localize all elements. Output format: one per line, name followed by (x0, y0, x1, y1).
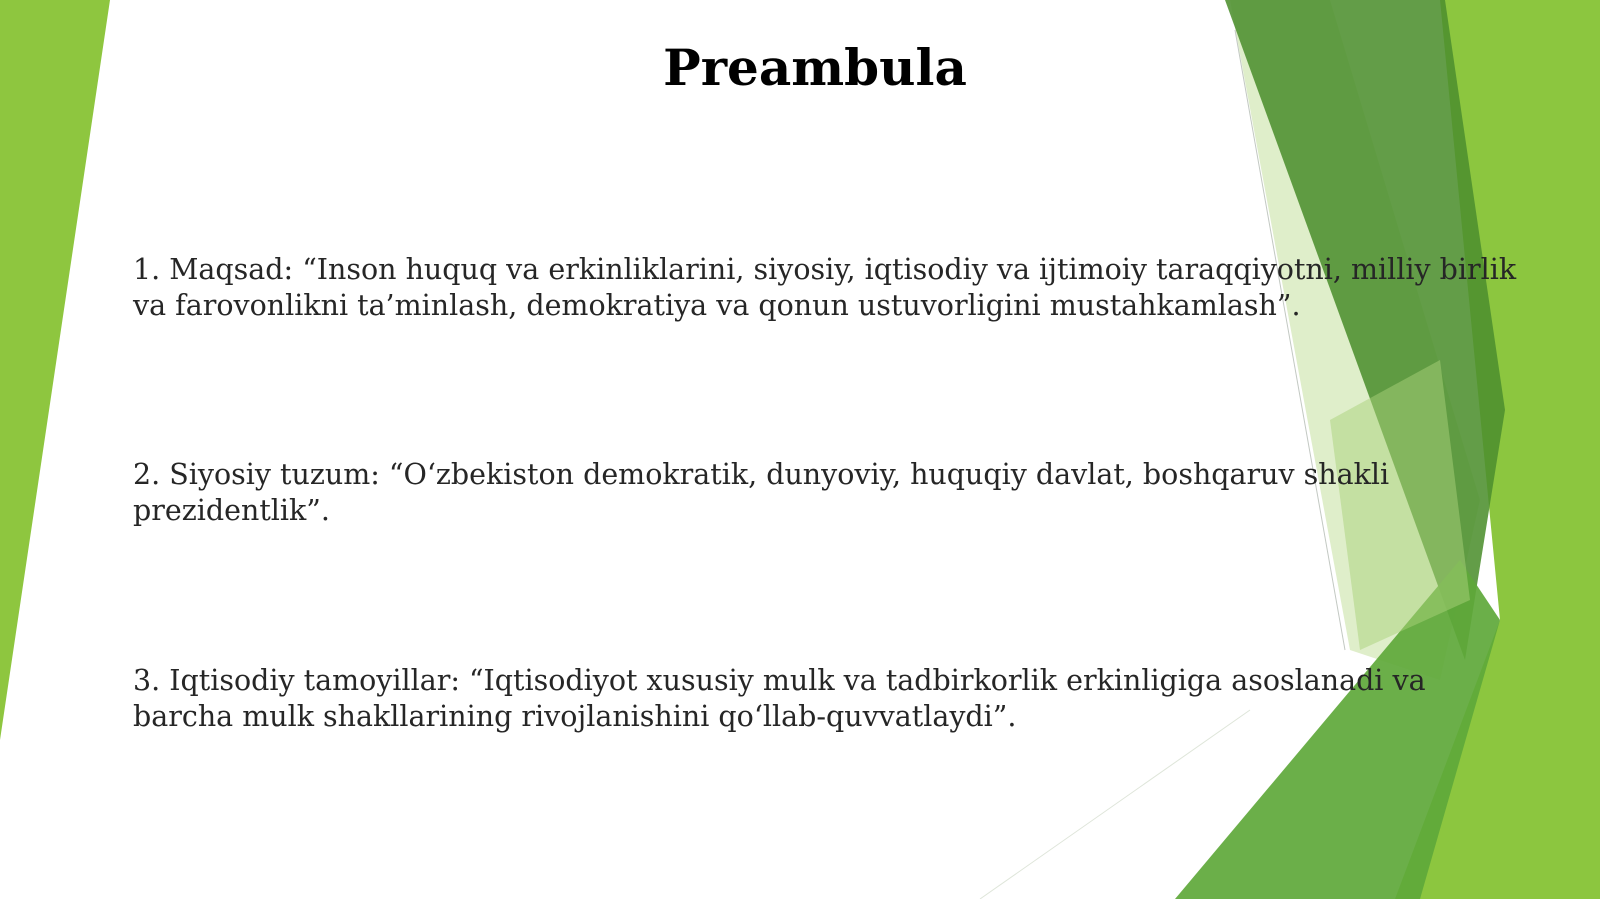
left-green-wedge (0, 0, 110, 740)
point-political-system: 2. Siyosiy tuzum: “O‘zbekiston demokratik, dunyoviy, huquqiy davlat, boshqaruv shakli prezidentlik”. (133, 458, 1390, 527)
point-economic-principles: 3. Iqtisodiy tamoyillar: “Iqtisodiyot xususiy mulk va tadbirkorlik erkinligiga asoslanadi va barcha mulk shakllarining rivojlanishini qo‘llab-quvvatlaydi”. (133, 664, 1426, 733)
point-goal: 1. Maqsad: “Inson huquq va erkinliklarini, siyosiy, iqtisodiy va ijtimoiy taraqqiyotni, milliy birlik va farovonlikni ta’minlash, demokratiya va qonun ustuvorligini mustahkamlash”. (133, 253, 1517, 322)
slide-title: Preambula (663, 38, 967, 97)
